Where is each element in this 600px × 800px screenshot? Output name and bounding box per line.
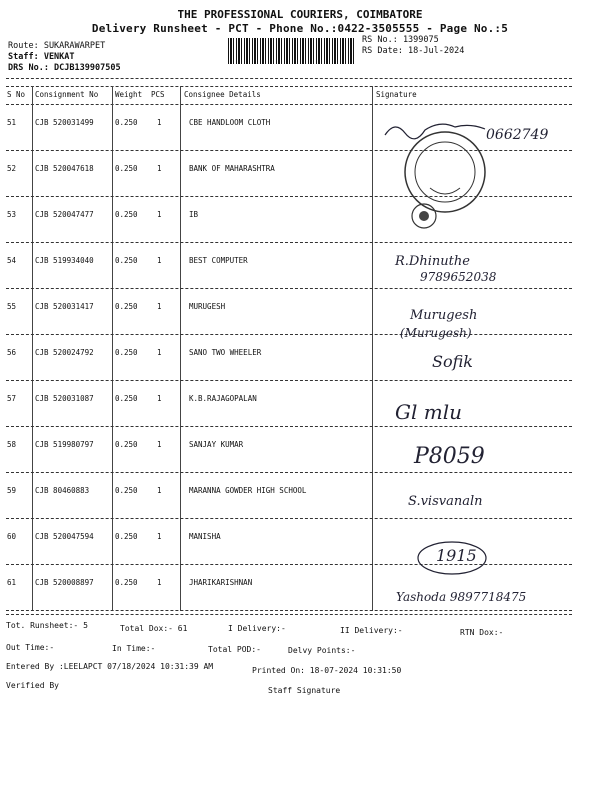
- row-consignment-no: CJB 520031087: [35, 394, 94, 403]
- row-consignment-no: CJB 519980797: [35, 440, 94, 449]
- signature-54-phone: 9789652038: [420, 270, 497, 284]
- row-sno: 59: [7, 486, 17, 495]
- divider: [6, 86, 572, 87]
- report-title: THE PROFESSIONAL COURIERS, COIMBATORE: [177, 8, 423, 21]
- signature-51: 0662749: [486, 127, 549, 143]
- row-weight: 0.250: [115, 256, 138, 265]
- row-consignee: SANO TWO WHEELER: [189, 348, 262, 357]
- entered-by: Entered By :LEELAPCT 07/18/2024 10:31:39 AM: [6, 662, 214, 671]
- row-pcs: 1: [157, 118, 162, 127]
- col-header-weight: Weight: [115, 90, 143, 99]
- row-sno: 53: [7, 210, 17, 219]
- row-consignment-no: CJB 520047477: [35, 210, 94, 219]
- in-time: In Time:-: [112, 644, 156, 653]
- col-header-signature: Signature: [376, 90, 417, 99]
- col-header-pcs: PCS: [151, 90, 165, 99]
- drs-number: DRS No.: DCJB139907505: [8, 63, 121, 73]
- row-pcs: 1: [157, 532, 162, 541]
- row-divider: [6, 334, 572, 335]
- row-sno: 54: [7, 256, 17, 265]
- row-divider: [6, 518, 572, 519]
- row-consignment-no: CJB 520047618: [35, 164, 94, 173]
- tot-runsheet: Tot. Runsheet:- 5: [6, 621, 88, 630]
- signature-56: Sofik: [432, 352, 473, 371]
- row-pcs: 1: [157, 256, 162, 265]
- row-weight: 0.250: [115, 210, 138, 219]
- row-consignment-no: CJB 80460883: [35, 486, 90, 495]
- col-header-consignment: Consignment No: [35, 90, 99, 99]
- row-consignee: JHARIKARISHNAN: [189, 578, 253, 587]
- row-pcs: 1: [157, 164, 162, 173]
- row-weight: 0.250: [115, 118, 138, 127]
- divider: [6, 78, 572, 79]
- row-sno: 60: [7, 532, 17, 541]
- staff-signature: Staff Signature: [268, 686, 341, 695]
- row-pcs: 1: [157, 210, 162, 219]
- row-sno: 57: [7, 394, 17, 403]
- staff-label: Staff: VENKAT: [8, 52, 75, 62]
- row-divider: [6, 426, 572, 427]
- row-consignee: IB: [189, 210, 199, 219]
- column-divider: [372, 86, 373, 611]
- row-sno: 55: [7, 302, 17, 311]
- row-weight: 0.250: [115, 532, 138, 541]
- row-weight: 0.250: [115, 394, 138, 403]
- row-pcs: 1: [157, 578, 162, 587]
- delvy-points: Delvy Points:-: [288, 646, 356, 655]
- col-header-sno: S No: [7, 90, 26, 99]
- column-divider: [112, 86, 113, 611]
- row-pcs: 1: [157, 348, 162, 357]
- column-divider: [32, 86, 33, 611]
- signature-59: S.visvanaln: [408, 494, 483, 509]
- row-pcs: 1: [157, 302, 162, 311]
- row-consignee: CBE HANDLOOM CLOTH: [189, 118, 271, 127]
- row-sno: 61: [7, 578, 17, 587]
- row-divider: [6, 380, 572, 381]
- row-consignment-no: CJB 520031499: [35, 118, 94, 127]
- signature-55: Murugesh: [410, 308, 478, 323]
- row-consignee: BEST COMPUTER: [189, 256, 248, 265]
- route-label: Route: SUKARAWARPET: [8, 41, 106, 51]
- rtn-dox: RTN Dox:-: [460, 628, 504, 637]
- row-weight: 0.250: [115, 348, 138, 357]
- verified-by: Verified By: [6, 681, 59, 690]
- row-consignee: MARANNA GOWDER HIGH SCHOOL: [189, 486, 307, 495]
- row-consignment-no: CJB 520024792: [35, 348, 94, 357]
- row-sno: 58: [7, 440, 17, 449]
- row-weight: 0.250: [115, 164, 138, 173]
- rs-date: RS Date: 18-Jul-2024: [362, 46, 465, 56]
- rs-number: RS No.: 1399075: [362, 35, 439, 45]
- signature-60: 1915: [436, 546, 477, 565]
- i-delivery: I Delivery:-: [228, 624, 286, 633]
- row-sno: 51: [7, 118, 17, 127]
- row-consignment-no: CJB 519934040: [35, 256, 94, 265]
- row-consignee: MURUGESH: [189, 302, 226, 311]
- row-consignment-no: CJB 520047594: [35, 532, 94, 541]
- row-weight: 0.250: [115, 302, 138, 311]
- row-pcs: 1: [157, 486, 162, 495]
- ii-delivery: II Delivery:-: [340, 626, 403, 635]
- row-consignee: SANJAY KUMAR: [189, 440, 244, 449]
- divider: [6, 104, 572, 105]
- signature-54-name: R.Dhinuthe: [395, 254, 470, 269]
- row-consignment-no: CJB 520031417: [35, 302, 94, 311]
- printed-on: Printed On: 18-07-2024 10:31:50: [252, 666, 402, 675]
- row-weight: 0.250: [115, 578, 138, 587]
- row-pcs: 1: [157, 394, 162, 403]
- row-sno: 52: [7, 164, 17, 173]
- total-dox: Total Dox:- 61: [120, 624, 188, 633]
- row-consignment-no: CJB 520008897: [35, 578, 94, 587]
- row-consignee: MANISHA: [189, 532, 221, 541]
- signature-55-paren: (Murugesh): [400, 326, 472, 340]
- signature-58: P8059: [414, 444, 485, 469]
- signature-61: Yashoda 9897718475: [396, 590, 527, 604]
- signature-57: Gl mlu: [395, 400, 462, 424]
- row-consignee: K.B.RAJAGOPALAN: [189, 394, 257, 403]
- row-weight: 0.250: [115, 486, 138, 495]
- row-divider: [6, 242, 572, 243]
- total-pod: Total POD:-: [208, 645, 261, 654]
- handwritten-signature-icon: [380, 115, 490, 145]
- row-divider: [6, 288, 572, 289]
- row-pcs: 1: [157, 440, 162, 449]
- row-weight: 0.250: [115, 440, 138, 449]
- col-header-consignee: Consignee Details: [184, 90, 261, 99]
- out-time: Out Time:-: [6, 643, 55, 652]
- row-consignee: BANK OF MAHARASHTRA: [189, 164, 275, 173]
- column-divider: [180, 86, 181, 611]
- divider: [6, 614, 572, 615]
- row-divider: [6, 610, 572, 611]
- row-divider: [6, 472, 572, 473]
- barcode: [228, 38, 356, 64]
- row-sno: 56: [7, 348, 17, 357]
- report-subtitle: Delivery Runsheet - PCT - Phone No.:0422-3505555 - Page No.:5: [91, 22, 509, 35]
